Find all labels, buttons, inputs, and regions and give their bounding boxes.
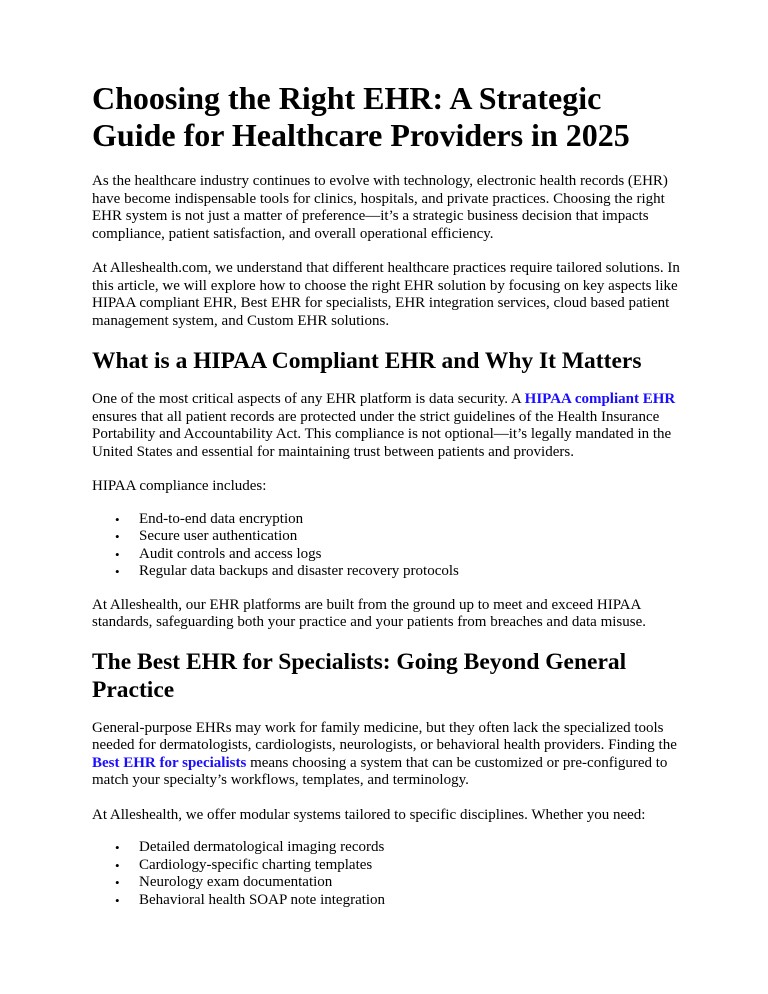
hipaa-paragraph-start: One of the most critical aspects of any EHR platform is data security. A [92, 391, 525, 407]
bullet-icon: • [115, 511, 120, 527]
intro-paragraph-2: At Alleshealth.com, we understand that different healthcare practices require tailored solutions. In this article, we will explore how to choose the right EHR solution by focusing on key aspects like HIPAA compliant EHR, Best EHR for specialists, EHR integration services, cloud based patient management system, and Custom EHR solutions. [92, 260, 680, 329]
list-item-text: Audit controls and access logs [139, 545, 322, 562]
specialists-paragraph [92, 720, 680, 790]
list-item-text: Detailed dermatological imaging records [139, 839, 385, 855]
section-heading-specialists: The Best EHR for Specialists: Going Beyond General Practice [92, 648, 627, 703]
article-body [92, 80, 680, 909]
list-item [92, 563, 680, 581]
bullet-icon: • [115, 546, 120, 562]
specialists-paragraph-end: means choosing a system that can be customized or pre-configured to match your specialty’s workflows, templates, and terminology. [92, 754, 668, 788]
bullet-icon: • [115, 840, 120, 855]
list-item [92, 546, 680, 564]
list-item [92, 528, 680, 546]
specialists-list-intro: At Alleshealth, we offer modular systems tailored to specific disciplines. Whether you need: [92, 806, 646, 823]
best-ehr-for-specialists-link[interactable]: Best EHR for specialists [92, 754, 247, 771]
hipaa-paragraph-end: ensures that all patient records are protected under the strict guidelines of the Health Insurance Portability and Accountability Act. This compliance is not optional—it’s legally mandated in the United States and essential for maintaining trust between patients and providers. [92, 408, 672, 460]
hipaa-paragraph [92, 391, 680, 461]
bullet-icon: • [115, 875, 120, 890]
article-title: Choosing the Right EHR: A Strategic Guide for Healthcare Providers in 2025 [92, 80, 630, 153]
specialists-feature-list [92, 839, 680, 909]
list-item-text: End-to-end data encryption [139, 510, 304, 527]
intro-paragraph-1: As the healthcare industry continues to evolve with technology, electronic health records (EHR) have become indispensable tools for clinics, hospitals, and private practices. Choosing the right EHR system is not just a matter of preference—it’s a strategic business decision that impacts compliance, patient satisfaction, and overall operational efficiency. [92, 173, 668, 242]
list-item-text: Regular data backups and disaster recovery protocols [139, 563, 459, 579]
hipaa-feature-list [92, 511, 680, 581]
list-item-text: Secure user authentication [139, 528, 298, 544]
list-item [92, 839, 680, 857]
list-item [92, 892, 680, 910]
hipaa-closing-paragraph: At Alleshealth, our EHR platforms are built from the ground up to meet and exceed HIPAA standards, safeguarding both your practice and your patients from breaches and data misuse. [92, 596, 646, 630]
hipaa-compliant-ehr-link[interactable]: HIPAA compliant EHR [524, 391, 676, 407]
list-item-text: Behavioral health SOAP note integration [139, 891, 386, 908]
hipaa-list-intro: HIPAA compliance includes: [92, 478, 267, 494]
list-item [92, 511, 680, 529]
list-item [92, 857, 680, 875]
list-item-text: Cardiology-specific charting templates [139, 856, 373, 873]
bullet-icon: • [115, 564, 120, 579]
section-heading-hipaa: What is a HIPAA Compliant EHR and Why It Matters [92, 348, 642, 374]
specialists-paragraph-start: General-purpose EHRs may work for family medicine, but they often lack the specialized tools needed for dermatologists, cardiologists, neurologists, or behavioral health providers. Finding the [92, 719, 677, 753]
list-item [92, 874, 680, 892]
bullet-icon: • [115, 857, 120, 873]
bullet-icon: • [115, 529, 120, 544]
bullet-icon: • [115, 892, 120, 908]
list-item-text: Neurology exam documentation [139, 874, 333, 890]
